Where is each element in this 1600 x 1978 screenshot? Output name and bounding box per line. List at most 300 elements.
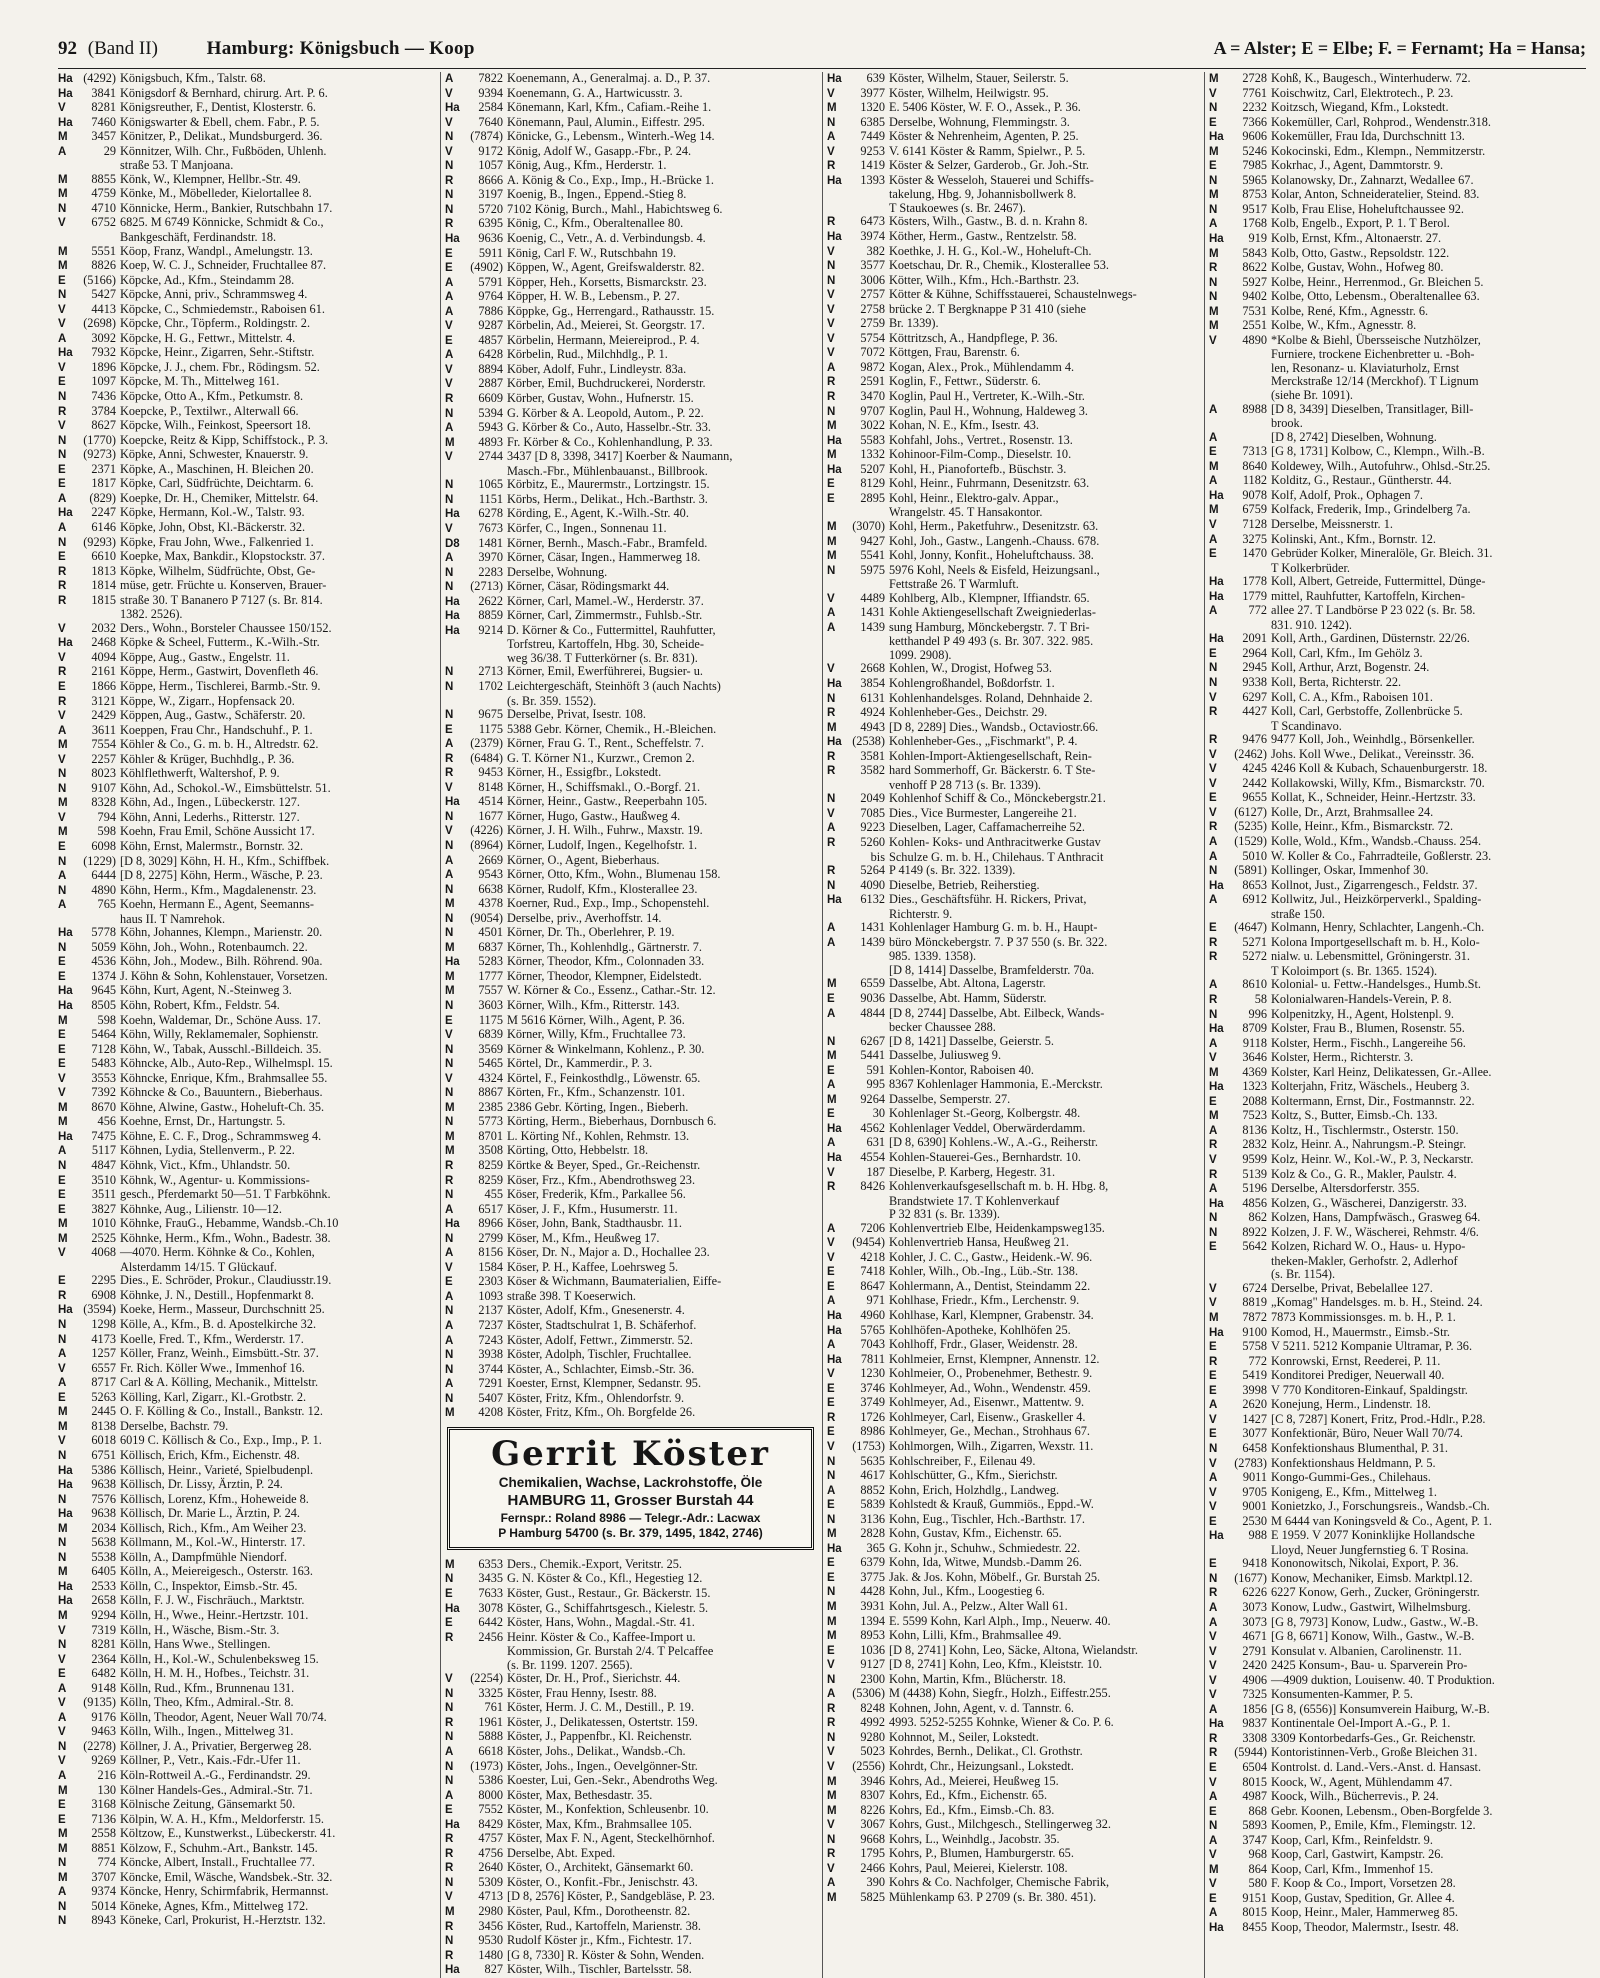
phone-number: 2758 (860, 301, 885, 316)
exchange-code: R (1209, 994, 1218, 1006)
directory-entry (1209, 72, 1582, 87)
directory-entry (58, 622, 436, 637)
directory-entry (827, 1629, 1200, 1644)
entry-text: Kohn, Lilli, Kfm., Brahmsallee 49. (889, 1628, 1062, 1643)
directory-entry (445, 955, 818, 970)
entry-text: Kolmann, Henry, Schlachter, Langenh.-Ch. (1271, 920, 1485, 935)
entry-text: G. N. Köster & Co., Kfl., Hegestieg 12. (507, 1571, 703, 1586)
exchange-code: R (1209, 936, 1218, 949)
entry-text: Köster, Max, Kfm., Brahmsallee 105. (507, 1816, 692, 1831)
directory-entry (445, 1672, 818, 1687)
exchange-code: A (1209, 850, 1218, 863)
entry-text: Köpke, Anni, Schwester, Knauerstr. 9. (120, 447, 309, 462)
phone-number: 8859 (478, 608, 503, 623)
directory-entry (445, 810, 818, 825)
phone-number: 8455 (1242, 1920, 1267, 1934)
ad-postscheck: P Hamburg 54700 (s. Br. 379, 1495, 1842, 2746) (498, 1525, 763, 1540)
directory-entry (827, 288, 1200, 303)
phone-number: 4857 (478, 332, 503, 347)
phone-number: 3121 (91, 693, 116, 708)
entry-text: Köpcke, Chr., Töpferm., Roldingstr. 2. (120, 316, 311, 331)
exchange-code: Ha (58, 1464, 73, 1477)
entry-text: Kötter & Kühne, Schiffsstauerei, Schaustelnwegs- (889, 287, 1137, 302)
phone-number: 7872 (1242, 1310, 1267, 1325)
directory-entry (1209, 1369, 1582, 1384)
directory-entry (58, 695, 436, 710)
directory-entry (445, 450, 818, 465)
entry-text: 1099. 2908). (889, 647, 952, 662)
directory-entry (445, 1730, 818, 1745)
entry-text: Konow, Mechaniker, Eimsb. Marktpl.12. (1271, 1570, 1473, 1585)
directory-entry (58, 1318, 436, 1333)
entry-text: Kohrs & Co. Nachfolger, Chemische Fabrik, (889, 1875, 1110, 1890)
exchange-code: A (445, 291, 454, 304)
directory-entry (445, 1905, 818, 1920)
directory-entry (1209, 247, 1582, 262)
directory-entry (445, 609, 818, 624)
phone-number: 4671 (1242, 1629, 1267, 1644)
directory-entry (445, 1290, 818, 1305)
phone-number: 2591 (860, 374, 885, 389)
directory-entry (1209, 130, 1582, 145)
directory-entry (445, 999, 818, 1014)
entry-text: [G 8, 6671] Konow, Wilh., Gastw., W.-B. (1271, 1629, 1475, 1644)
directory-entry (1209, 1848, 1582, 1863)
entry-text: Konfektionshaus Blumenthal, P. 31. (1271, 1440, 1448, 1455)
entry-text: Könnicke, Herm., Bankier, Rutschbahn 17. (120, 200, 333, 215)
exchange-code: Ha (827, 677, 842, 690)
directory-entry (58, 1333, 436, 1348)
directory-entry (827, 1396, 1200, 1411)
entry-text: Köneke, Agnes, Kfm., Mittelweg 172. (120, 1898, 309, 1913)
entry-text: Kontrolst. d. Land.-Vers.-Anst. d. Hansast. (1271, 1759, 1482, 1774)
phone-number: bis (870, 849, 885, 864)
phone-number: 456 (97, 1114, 116, 1129)
ad-company-name: Gerrit Köster (491, 1433, 770, 1474)
entry-text: Kokocinski, Edm., Klempn., Nemmitzerstr. (1271, 143, 1486, 158)
exchange-code: A (1209, 1124, 1218, 1137)
exchange-code: M (58, 173, 68, 186)
phone-number: 1431 (860, 920, 885, 935)
entry-text: venhoff P 28 713 (s. Br. 1339). (889, 777, 1041, 792)
exchange-code: E (1209, 446, 1217, 459)
directory-entry (827, 1180, 1200, 1195)
entry-text: 2425 Konsum-, Bau- u. Sparverein Pro- (1271, 1658, 1468, 1673)
phone-number: 4094 (91, 649, 116, 664)
directory-entry (827, 1208, 1200, 1222)
entry-text: Köhn, Joh., Modew., Bilh. Röhrend. 90a. (120, 954, 323, 969)
entry-text: Kohlen-Stauerei-Ges., Bernhardstr. 10. (889, 1150, 1081, 1165)
phone-number: 9294 (91, 1607, 116, 1622)
entry-text: Köhn, W., Tabak, Ausschl.-Billdeich. 35. (120, 1041, 322, 1056)
phone-number: 2088 (1242, 1093, 1267, 1108)
phone-number: 631 (866, 1135, 885, 1150)
directory-entry (827, 1251, 1200, 1266)
phone-number: 7325 (1242, 1687, 1267, 1702)
directory-entry (58, 1043, 436, 1058)
exchange-code: M (827, 1775, 837, 1788)
entry-text: Carl & A. Kölling, Mechanik., Mittelstr. (120, 1375, 319, 1390)
entry-text: Torfstreu, Kartoffeln, Hbg. 30, Scheide- (507, 637, 704, 652)
directory-entry (827, 1222, 1200, 1237)
exchange-code: V (1209, 691, 1217, 704)
exchange-code: R (445, 1631, 454, 1644)
entry-text: Körfer, C., Ingen., Sonnenau 11. (507, 520, 667, 535)
phone-number: 2558 (91, 1826, 116, 1841)
entry-text: Kohlstedt & Krauß, Gummiös., Eppd.-W. (889, 1497, 1094, 1512)
phone-number: 968 (1248, 1847, 1267, 1862)
phone-number: 3775 (860, 1569, 885, 1584)
exchange-code: R (445, 1160, 454, 1173)
exchange-code: N (1209, 865, 1218, 878)
exchange-code: A (445, 854, 454, 867)
exchange-code: A (58, 1886, 67, 1899)
phone-number: 6504 (1242, 1759, 1267, 1774)
directory-entry (445, 1217, 818, 1232)
exchange-code: M (1209, 247, 1219, 260)
directory-entry (58, 1871, 436, 1886)
entry-text: Mühlenkamp 63. P 2709 (s. Br. 380. 451). (889, 1889, 1097, 1904)
exchange-code: Ha (827, 1353, 842, 1366)
entry-text: M 5616 Körner, Wilh., Agent, P. 36. (507, 1012, 685, 1027)
entry-text: Kohlmeier, Ernst, Klempner, Annenstr. 12. (889, 1351, 1100, 1366)
directory-entry (445, 1174, 818, 1189)
phone-number: 8281 (91, 100, 116, 115)
entry-text: Kollinger, Oskar, Immenhof 30. (1271, 863, 1429, 878)
exchange-code: E (827, 1571, 835, 1584)
entry-text: Kohlenheber-Ges., Deichstr. 29. (889, 705, 1048, 720)
directory-entry (827, 1833, 1200, 1848)
exchange-code: V (58, 420, 66, 433)
exchange-code: V (827, 1440, 835, 1453)
exchange-code: V (827, 1819, 835, 1832)
directory-entry (827, 1280, 1200, 1295)
phone-number: 1866 (91, 678, 116, 693)
exchange-code: M (827, 1891, 837, 1904)
directory-entry (445, 232, 818, 247)
entry-text: Kohn, Ida, Witwe, Mundsb.-Damm 26. (889, 1555, 1082, 1570)
directory-entry (58, 1638, 436, 1653)
exchange-code: V (827, 347, 835, 360)
entry-text: Kohlmeyer, Ad., Wohn., Wendenstr. 459. (889, 1380, 1091, 1395)
directory-entry (58, 855, 436, 870)
entry-text: P 32 831 (s. Br. 1339). (889, 1207, 1000, 1222)
directory-entry (1209, 474, 1582, 489)
directory-entry (827, 1847, 1200, 1862)
directory-entry (827, 1035, 1200, 1050)
directory-entry (58, 1842, 436, 1857)
directory-entry (58, 1028, 436, 1043)
directory-entry (58, 346, 436, 361)
phone-number: 29 (103, 143, 116, 158)
entry-text: Köser, Frz., Kfm., Abendrothsweg 23. (507, 1172, 696, 1187)
phone-number: 8988 (1242, 401, 1267, 416)
directory-entry (58, 970, 436, 985)
phone-number: 3456 (478, 1918, 503, 1933)
exchange-code: V (827, 1237, 835, 1250)
directory-entry (58, 1493, 436, 1508)
phone-number: 5911 (478, 245, 503, 260)
phone-number: 2364 (91, 1651, 116, 1666)
entry-text: Kohn, Gustav, Kfm., Eichenstr. 65. (889, 1526, 1062, 1541)
entry-text: König, Carl F. W., Rutschbahn 19. (507, 245, 677, 260)
entry-text: Kolonialwaren-Handels-Verein, P. 8. (1271, 992, 1452, 1006)
directory-entry (1209, 1326, 1582, 1341)
exchange-code: N (445, 1760, 454, 1773)
phone-number: 4906 (1242, 1672, 1267, 1687)
directory-entry (1209, 893, 1582, 908)
phone-number: 5888 (478, 1729, 503, 1744)
entry-text: 7873 Kommissionsges. m. b. H., P. 1. (1271, 1310, 1456, 1325)
exchange-code: M (1209, 145, 1219, 158)
exchange-code: V (1209, 806, 1217, 819)
exchange-code: A (58, 1348, 67, 1361)
entry-text: Koock, W., Agent, Mühlendamm 47. (1271, 1774, 1453, 1789)
entry-text: Köster, Fritz, Kfm., Ohlendorfstr. 9. (507, 1390, 685, 1405)
exchange-code: M (1209, 460, 1219, 473)
phone-number: 988 (1248, 1528, 1267, 1543)
exchange-code: N (445, 479, 454, 492)
phone-number: (7874) (470, 129, 503, 144)
phone-number: 2049 (860, 791, 885, 806)
entry-text: Kokemüller, Carl, Rohprod., Wendenstr.318. (1271, 114, 1491, 129)
directory-entry (827, 1687, 1200, 1702)
exchange-code: N (445, 1775, 454, 1788)
entry-text: Köllisch, Rich., Kfm., Am Weiher 23. (120, 1520, 307, 1535)
phone-number: (2278) (83, 1738, 116, 1753)
directory-entry (827, 1585, 1200, 1600)
entry-text: (s. Br. 359. 1552). (507, 693, 597, 708)
entry-text: Körner, Theodor, Kfm., Colonnaden 33. (507, 954, 705, 969)
entry-text: Köhler & Krüger, Buchhdlg., P. 36. (120, 751, 295, 766)
entry-text: Köster, Adolf, Fettwr., Zimmerstr. 52. (507, 1332, 693, 1347)
entry-text: (siehe Br. 1091). (1271, 388, 1353, 403)
directory-entry (445, 1602, 818, 1617)
directory-entry (827, 1745, 1200, 1760)
directory-entry (1209, 950, 1582, 965)
entry-text: Köhn, Anni, Lederhs., Ritterstr. 127. (120, 809, 300, 824)
phone-number: 9001 (1242, 1499, 1267, 1514)
phone-number: 5720 (478, 201, 503, 216)
phone-number: 5386 (91, 1462, 116, 1477)
phone-number: 2161 (91, 664, 116, 679)
directory-entry (1209, 276, 1582, 291)
entry-text: allee 27. T Landbörse P 23 022 (s. Br. 58. (1271, 603, 1476, 618)
entry-text: Dies., Geschäftsführ. H. Rickers, Privat, (889, 892, 1087, 907)
exchange-code: Ha (827, 1310, 842, 1323)
phone-number: 4554 (860, 1150, 885, 1165)
directory-entry (445, 203, 818, 218)
entry-text: Köster, Adolf, Kfm., Gnesenerstr. 4. (507, 1303, 685, 1318)
directory-entry (58, 1667, 436, 1682)
directory-entry (58, 332, 436, 347)
entry-text: Gebrüder Kolker, Mineralöle, Gr. Bleich. 31. (1271, 546, 1493, 561)
directory-entry (1209, 1282, 1582, 1297)
exchange-code: A (1209, 1616, 1218, 1629)
entry-text: nialw. u. Lebensmittel, Gröningerstr. 31. (1271, 949, 1470, 964)
entry-text: Kolpenitzky, H., Agent, Holstenpl. 9. (1271, 1006, 1454, 1021)
exchange-code: V (827, 1746, 835, 1759)
phone-number: 3841 (91, 85, 116, 100)
entry-text: Kolf, Adolf, Prok., Ophagen 7. (1271, 487, 1423, 502)
entry-text: Köpke, Hermann, Kol.-W., Talstr. 93. (120, 505, 305, 520)
directory-entry (827, 1324, 1200, 1339)
entry-text: Köster, G., Schiffahrtsgesch., Kielestr. 5. (507, 1600, 709, 1615)
exchange-code: M (827, 520, 837, 533)
entry-text: [D 8, 1421] Dasselbe, Geierstr. 5. (889, 1033, 1054, 1048)
phone-number: (2556) (852, 1758, 885, 1773)
entry-text: 831. 910. 1242). (1271, 617, 1352, 632)
phone-number: 6353 (478, 1556, 503, 1571)
entry-text: Köhn, Robert, Kfm., Feldstr. 54. (120, 998, 280, 1012)
phone-number: 6428 (478, 347, 503, 362)
directory-entry (827, 735, 1200, 750)
entry-text: Kollnot, Just., Zigarrengesch., Feldstr. 37. (1271, 877, 1478, 892)
directory-entry (827, 1818, 1200, 1833)
exchange-code: V (58, 651, 66, 664)
exchange-code: E (58, 463, 66, 476)
phone-number: 4924 (860, 705, 885, 720)
phone-number: 7237 (478, 1318, 503, 1333)
phone-number: 9707 (860, 403, 885, 418)
directory-entry (58, 811, 436, 826)
directory-entry (445, 1348, 818, 1363)
exchange-code: M (58, 1232, 68, 1245)
entry-text: Konsumenten-Kammer, P. 5. (1271, 1687, 1413, 1702)
phone-number: 2091 (1242, 631, 1267, 646)
exchange-code: A (58, 332, 67, 345)
exchange-code: N (58, 884, 67, 897)
entry-text: Kontinentale Oel-Import A.-G., P. 1. (1271, 1716, 1451, 1731)
exchange-code: V (445, 145, 453, 158)
exchange-code: N (827, 405, 836, 418)
phone-number: 2584 (478, 100, 503, 115)
phone-number: 1036 (860, 1642, 885, 1657)
phone-number: 1374 (91, 968, 116, 983)
entry-text: Körner, Hugo, Gastw., Haußweg 4. (507, 808, 681, 823)
directory-entry (827, 159, 1200, 174)
directory-entry (1209, 1153, 1582, 1168)
directory-entry (827, 851, 1200, 865)
phone-number: 8894 (478, 361, 503, 376)
directory-entry (445, 436, 818, 451)
exchange-code: A (827, 1339, 836, 1352)
exchange-code: E (827, 1397, 835, 1410)
exchange-code: R (58, 666, 67, 679)
entry-text: Konigeng, E., Kfm., Mittelweg 1. (1271, 1484, 1437, 1499)
exchange-code: R (445, 1716, 454, 1729)
exchange-code: N (58, 1537, 67, 1550)
exchange-code: N (445, 927, 454, 940)
entry-text: Köpke, A., Maschinen, H. Bleichen 20. (120, 461, 314, 476)
exchange-code: N (827, 274, 836, 287)
phone-number: (9273) (83, 447, 116, 462)
phone-number: 3611 (91, 722, 116, 737)
directory-entry (58, 390, 436, 405)
directory-entry (1209, 820, 1582, 835)
directory-entry (58, 288, 436, 303)
phone-number: 7475 (91, 1128, 116, 1143)
entry-text: Brandstwiete 17. T Kohlenverkauf (889, 1193, 1060, 1208)
exchange-code: N (58, 768, 67, 781)
phone-number: (4647) (1234, 920, 1267, 935)
phone-number: 4324 (478, 1070, 503, 1085)
phone-number: 6751 (91, 1447, 116, 1462)
phone-number: (2538) (852, 734, 885, 749)
entry-text: Kölln, F. J. W., Fischräuch., Marktstr. (120, 1593, 305, 1608)
phone-number: 6517 (478, 1201, 503, 1216)
directory-entry (827, 1891, 1200, 1906)
phone-number: 7291 (478, 1376, 503, 1391)
phone-number: 5023 (860, 1744, 885, 1759)
exchange-code: M (445, 1145, 455, 1158)
exchange-code: R (1209, 706, 1218, 719)
exchange-code: N (445, 912, 454, 925)
phone-number: 6132 (860, 892, 885, 907)
phone-number: 9402 (1242, 289, 1267, 304)
exchange-code: N (1209, 676, 1218, 689)
directory-entry (58, 477, 436, 492)
entry-text: Könemann, Paul, Alumin., Eiffestr. 295. (507, 114, 705, 129)
entry-text: Köhnke, Herm., Kfm., Wohn., Badestr. 38. (120, 1230, 331, 1245)
directory-entry (58, 1682, 436, 1697)
directory-entry (827, 1236, 1200, 1251)
entry-text: M (4438) Kohn, Siegfr., Holzh., Eiffestr.255. (889, 1686, 1111, 1701)
directory-entry (58, 216, 436, 231)
directory-entry (445, 551, 818, 566)
exchange-code: R (445, 752, 454, 765)
directory-entry (445, 680, 818, 695)
directory-entry (445, 101, 818, 116)
phone-number: 4428 (860, 1584, 885, 1599)
exchange-code: V (58, 753, 66, 766)
exchange-code: M (58, 1420, 68, 1433)
exchange-code: M (827, 550, 837, 563)
directory-entry (1209, 1921, 1582, 1936)
phone-number: 3569 (478, 1041, 503, 1056)
directory-entry (58, 87, 436, 102)
exchange-code: E (1209, 1892, 1217, 1905)
directory-entry (1209, 1471, 1582, 1486)
entry-text: Konfektionshaus Heldmann, P. 5. (1271, 1455, 1436, 1470)
directory-entry (58, 1813, 436, 1828)
exchange-code: M (827, 1050, 837, 1063)
phone-number: 1817 (91, 476, 116, 491)
entry-text: Körner, H., Schiffsmakl., O.-Borgf. 21. (507, 779, 701, 794)
entry-text: Koelle, Fred. T., Kfm., Werderstr. 17. (120, 1331, 304, 1346)
entry-text: Köster, Herm. J. C. M., Destill., P. 19. (507, 1700, 695, 1715)
exchange-code: M (827, 1093, 837, 1106)
entry-text: Fettstraße 26. T Warmluft. (889, 577, 1019, 592)
directory-entry (445, 1818, 818, 1833)
phone-number: 6442 (478, 1615, 503, 1630)
directory-entry (827, 1122, 1200, 1137)
exchange-code: E (58, 970, 66, 983)
entry-text: Kölle, A., Kfm., B. d. Apostelkirche 32. (120, 1317, 317, 1332)
directory-entry (58, 869, 436, 884)
entry-text: Köser & Wichmann, Baumaterialien, Eiffe- (507, 1274, 722, 1289)
phone-number: (5235) (1234, 819, 1267, 834)
phone-number: 8426 (860, 1179, 885, 1194)
exchange-code: R (445, 1920, 454, 1933)
exchange-code: V (827, 1760, 835, 1773)
exchange-code: M (1209, 73, 1219, 85)
directory-entry (1209, 503, 1582, 518)
entry-text: Jak. & Jos. Kohn, Möbelf., Gr. Burstah 25. (889, 1569, 1101, 1584)
exchange-code: E (827, 1266, 835, 1279)
ad-address: HAMBURG 11, Grosser Burstah 44 (507, 1491, 754, 1509)
exchange-code: N (445, 407, 454, 420)
